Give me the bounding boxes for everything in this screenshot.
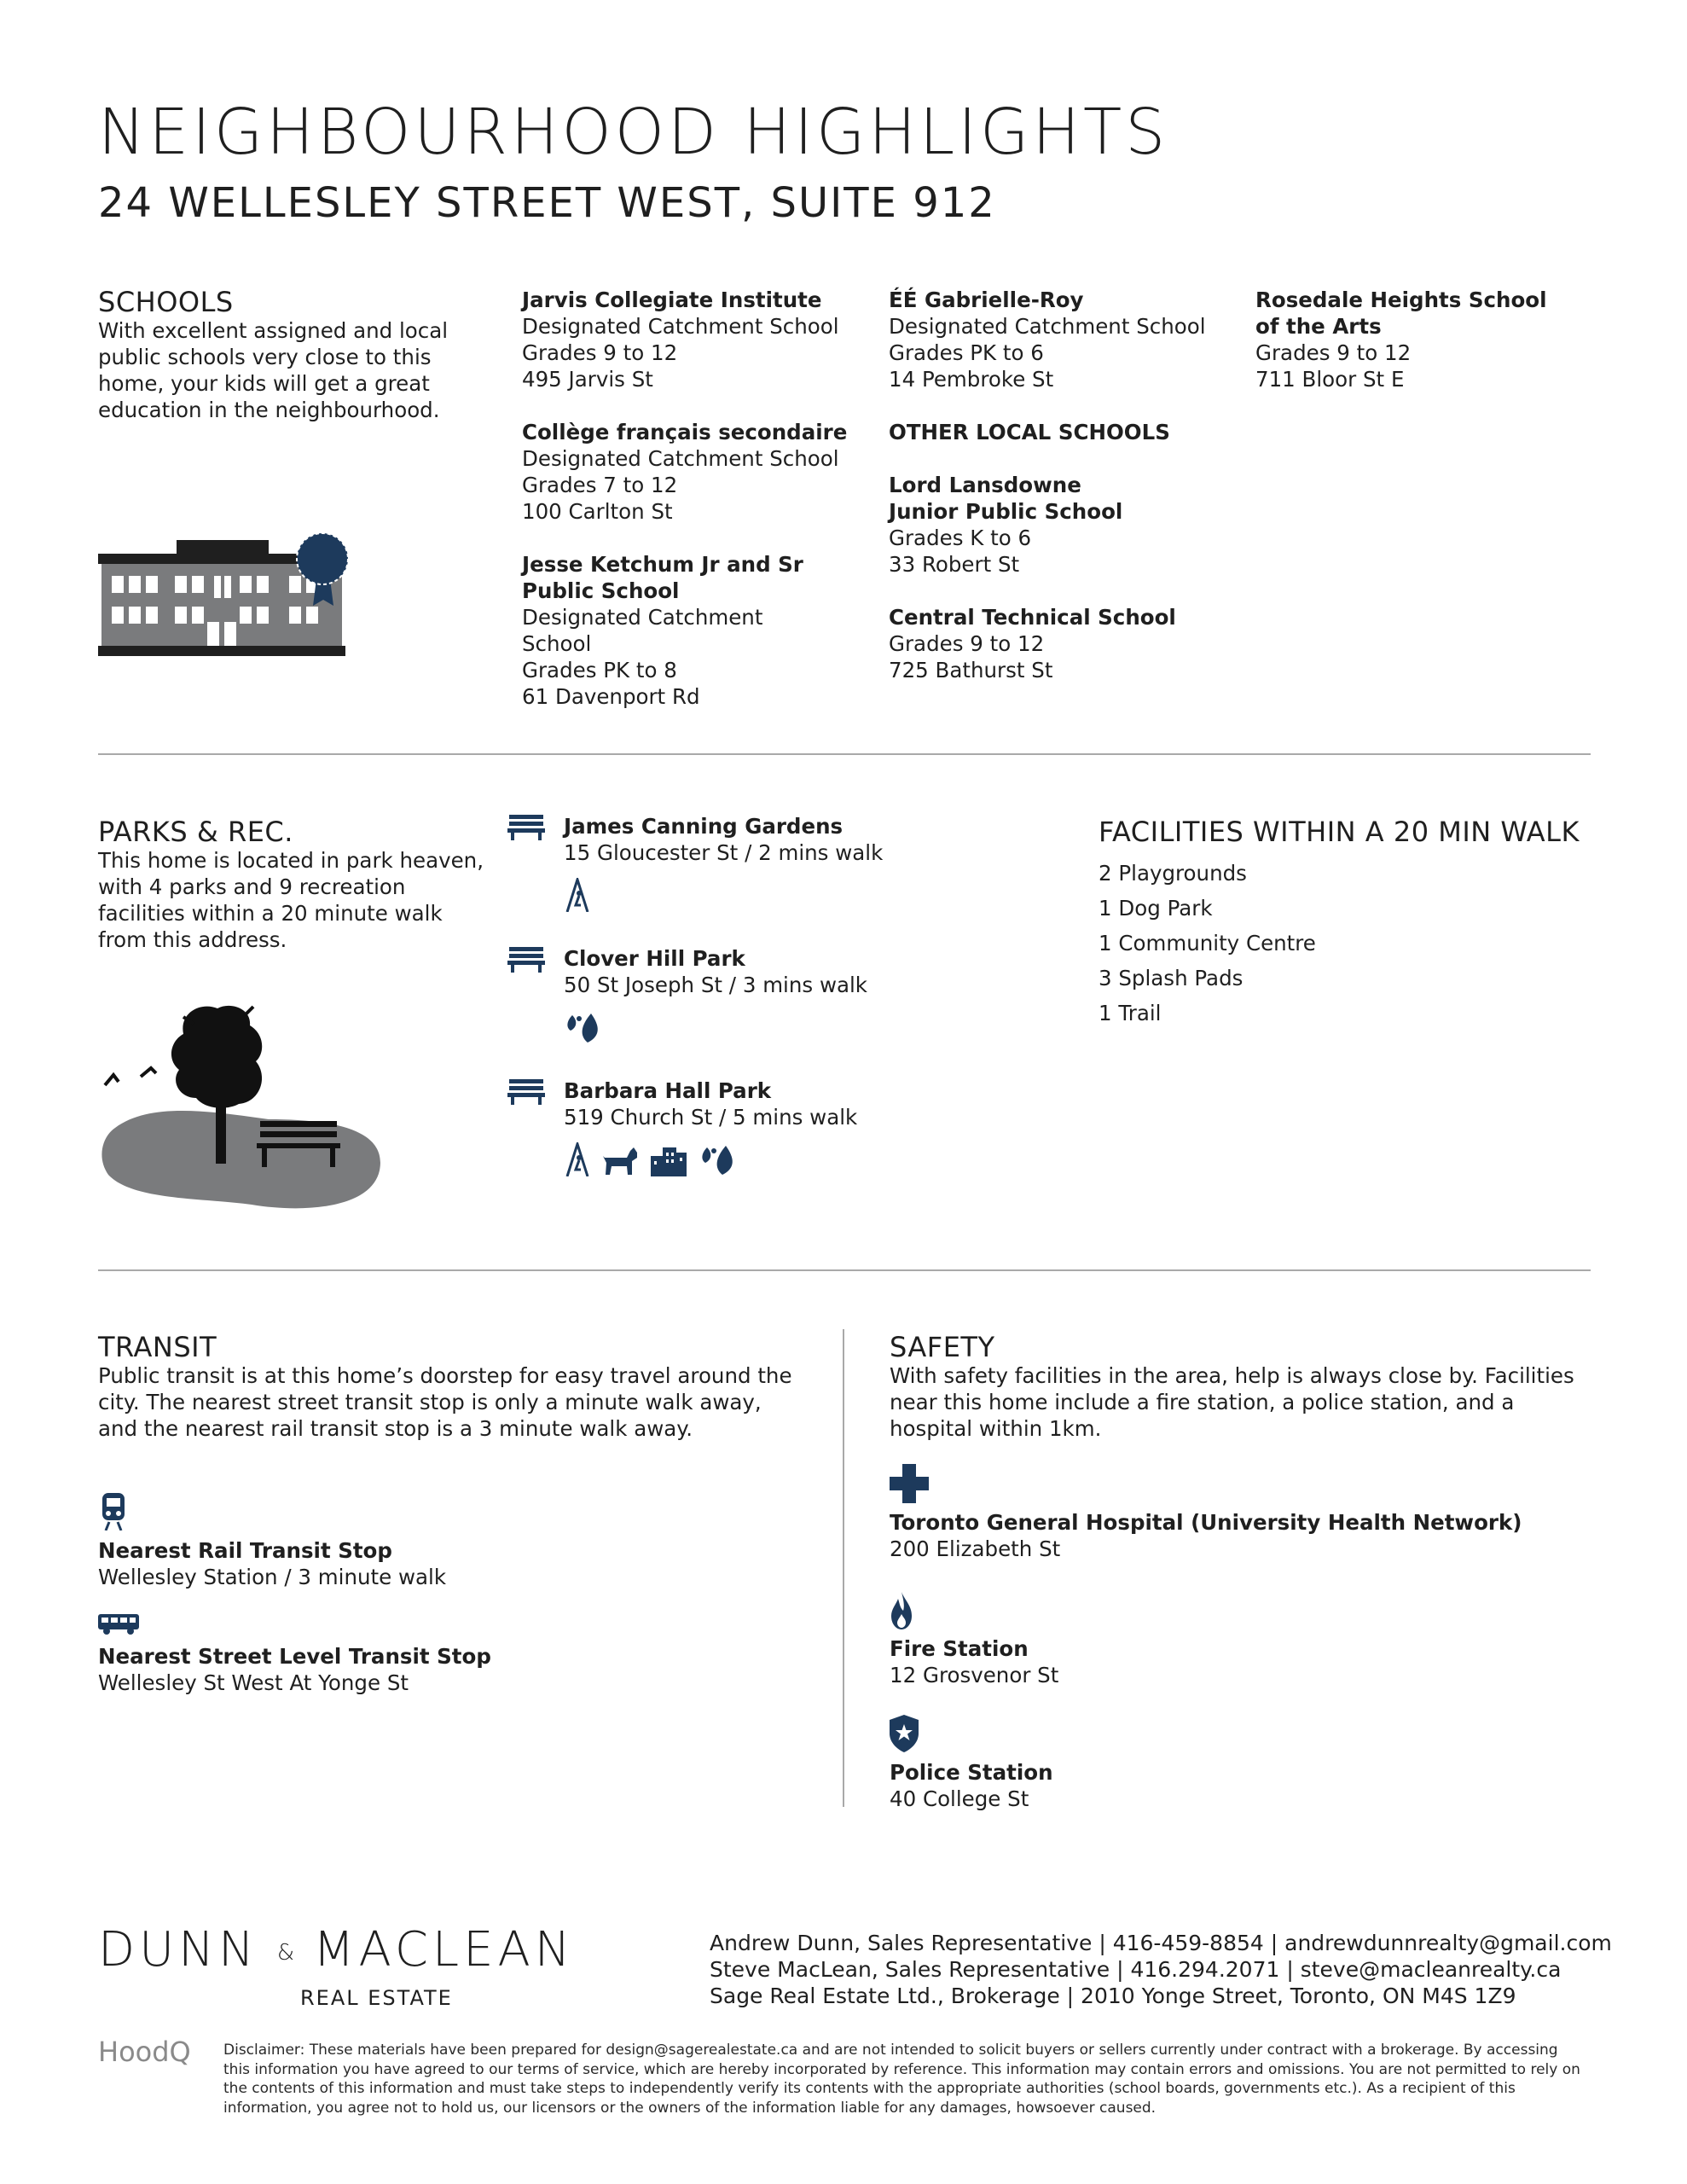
- facilities-heading: FACILITIES WITHIN A 20 MIN WALK: [1099, 816, 1580, 848]
- safety-item: Fire Station 12 Grosvenor St: [890, 1636, 1059, 1687]
- transit-item: Nearest Rail Transit Stop Wellesley Station / 3 minute walk: [98, 1538, 447, 1589]
- parks-heading: PARKS & REC.: [98, 816, 293, 848]
- column-divider: [843, 1329, 844, 1807]
- safety-heading: SAFETY: [890, 1331, 995, 1363]
- bus-icon: [98, 1614, 139, 1635]
- facility-item: 1 Dog Park: [1099, 896, 1213, 921]
- splash-pad-icon: [697, 1142, 738, 1176]
- schools-heading: SCHOOLS: [98, 286, 234, 318]
- park-tree-bench-icon: [98, 1000, 388, 1213]
- dog-park-icon: [601, 1142, 641, 1176]
- facilities-list: [1099, 856, 1316, 1031]
- school-entry: ÉÉ Gabrielle-Roy Designated Catchment School Grades PK to 6 14 Pembroke St: [889, 288, 1206, 392]
- contact-block: [710, 1930, 1612, 2009]
- school-entry: Collège français secondaire Designated Catchment School Grades 7 to 12 100 Carlton St: [522, 420, 848, 524]
- other-schools-heading: OTHER LOCAL SCHOOLS: [889, 420, 1170, 444]
- police-badge-icon: [890, 1715, 919, 1752]
- school-building-award-icon: [98, 525, 364, 661]
- fire-icon: [890, 1592, 913, 1629]
- parks-description: This home is located in park heaven, with 4 parks and 9 recreation facilities within a 20 minute walk from this address.: [98, 848, 484, 952]
- safety-description: With safety facilities in the area, help is always close by. Facilities near this home include a fire station, a police station, and a hospital within 1km.: [890, 1363, 1574, 1441]
- school-entry: Jarvis Collegiate Institute Designated Catchment School Grades 9 to 12 495 Jarvis St: [522, 288, 839, 392]
- disclaimer: Disclaimer: These materials have been prepared for design@sagerealestate.ca and are not intended to solicit buyers or sellers currently under contract with a brokerage. By accessing this information you have agreed to our terms of service, which are hereby incorporated by reference. This information may contain errors and omissions. You are not permitted to rely on the contents of this information and must take steps to independently verify its contents with the appropriate authorities (school boards, governments etc.). As a recipient of this information, you agree not to hold us, our licensors or the owners of the information liable for any damages, howsoever caused.: [223, 2042, 1580, 2117]
- hospital-cross-icon: [890, 1464, 929, 1503]
- splash-pad-icon: [562, 1010, 603, 1044]
- school-entry: Rosedale Heights School of the Arts Grades 9 to 12 711 Bloor St E: [1255, 288, 1547, 392]
- safety-item: Police Station 40 College St: [890, 1760, 1053, 1811]
- page-title: NEIGHBOURHOOD HIGHLIGHTS: [98, 96, 1169, 169]
- contact-line: Steve MacLean, Sales Representative | 416.294.2071 | steve@macleanrealty.ca: [710, 1957, 1562, 1982]
- contact-line: Andrew Dunn, Sales Representative | 416-459-8854 | andrewdunnrealty@gmail.com: [710, 1931, 1612, 1955]
- school-entry: Lord Lansdowne Junior Public School Grades K to 6 33 Robert St: [889, 473, 1123, 577]
- facility-item: 3 Splash Pads: [1099, 966, 1244, 990]
- facility-item: 1 Trail: [1099, 1001, 1162, 1025]
- brand-subtitle: REAL ESTATE: [300, 1986, 453, 2010]
- hoodq-logo: HoodQ: [98, 2036, 191, 2068]
- transit-item: Nearest Street Level Transit Stop Wellesley St West At Yonge St: [98, 1644, 491, 1695]
- train-icon: [101, 1493, 126, 1531]
- section-divider: [98, 1269, 1591, 1271]
- facility-item: 1 Community Centre: [1099, 931, 1316, 956]
- community-centre-icon: [649, 1142, 688, 1176]
- playground-icon: [562, 1142, 593, 1176]
- facility-item: 2 Playgrounds: [1099, 861, 1247, 886]
- transit-heading: TRANSIT: [98, 1331, 217, 1363]
- park-bench-icon: [507, 947, 545, 973]
- school-entry: Central Technical School Grades 9 to 12 725 Bathurst St: [889, 605, 1176, 682]
- park-bench-icon: [507, 1079, 545, 1105]
- safety-item: Toronto General Hospital (University Health Network) 200 Elizabeth St: [890, 1510, 1522, 1561]
- park-bench-icon: [507, 815, 545, 840]
- contact-line: Sage Real Estate Ltd., Brokerage | 2010 Yonge Street, Toronto, ON M4S 1Z9: [710, 1984, 1516, 2008]
- brand-logo: DUNN & MACLEAN: [98, 1922, 575, 1978]
- transit-description: Public transit is at this home’s doorstep for easy travel around the city. The nearest street transit stop is only a minute walk away, and the nearest rail transit stop is a 3 minute walk away.: [98, 1363, 792, 1441]
- school-entry: Jesse Ketchum Jr and Sr Public School Designated Catchment School Grades PK to 8 61 Davenport Rd: [522, 552, 803, 709]
- section-divider: [98, 753, 1591, 755]
- playground-icon: [562, 878, 593, 912]
- schools-description: With excellent assigned and local public schools very close to this home, your kids will get a great education in the neighbourhood.: [98, 318, 449, 422]
- page-subtitle: 24 WELLESLEY STREET WEST, SUITE 912: [98, 179, 996, 227]
